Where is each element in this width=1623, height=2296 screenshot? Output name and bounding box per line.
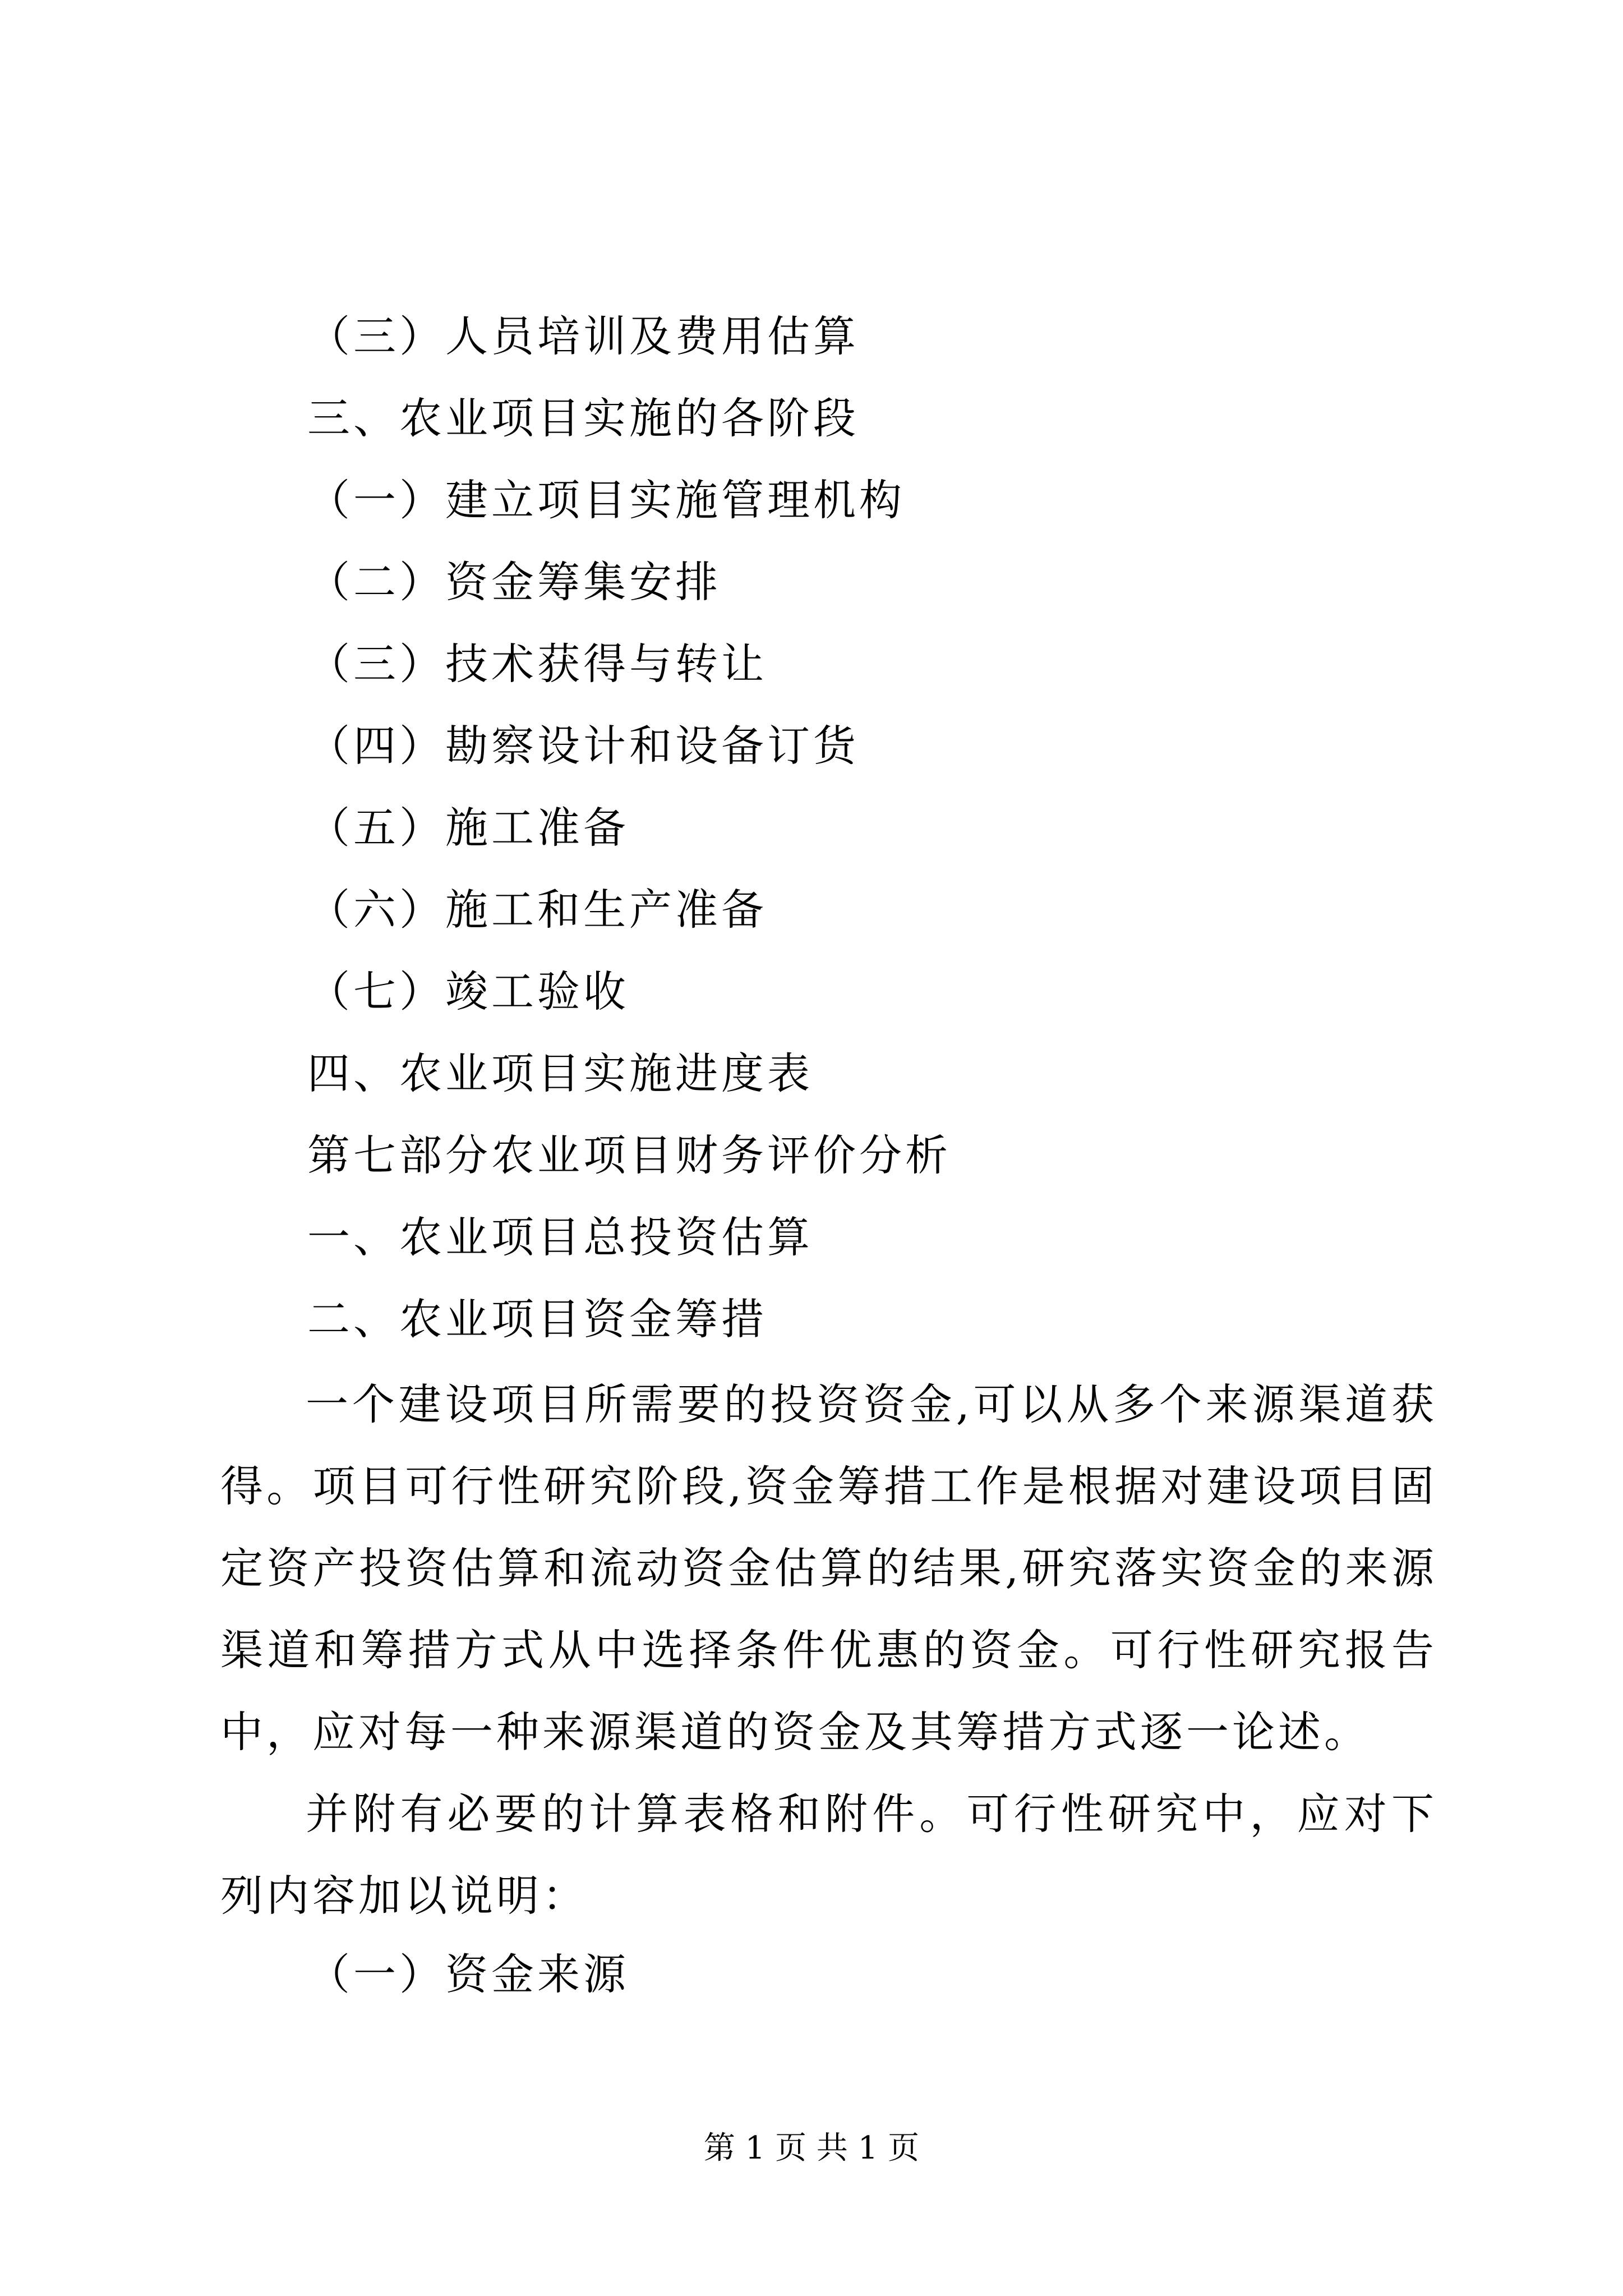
outline-item: （四）勘察设计和设备订货 (307, 721, 859, 771)
outline-item: （一）建立项目实施管理机构 (307, 475, 905, 525)
body-paragraph: 一个建设项目所需要的投资资金,可以从多个来源渠道获得。项目可行性研究阶段,资金筹措工作是根据对建设项目固定资产投资估算和流动资金估算的结果,研究落实资金的来源渠道和筹措方式从中选择条件优惠的资金。可行性研究报告中，应对每一种来源渠道的资金及其筹措方式逐一论述。 (220, 1379, 1437, 1757)
outline-heading: 一、农业项目总投资估算 (307, 1212, 813, 1262)
outline-heading: 四、农业项目实施进度表 (307, 1048, 813, 1098)
part-heading: 第七部分农业项目财务评价分析 (307, 1130, 951, 1180)
outline-item: （五）施工准备 (307, 803, 629, 853)
outline-item: （三）技术获得与转让 (307, 639, 767, 689)
page-footer: 第 1 页 共 1 页 (703, 2130, 920, 2166)
outline-item: （二）资金筹集安排 (307, 557, 721, 607)
outline-item: （六）施工和生产准备 (307, 885, 767, 935)
outline-item: （一）资金来源 (307, 1949, 629, 1999)
outline-heading: 二、农业项目资金筹措 (307, 1294, 767, 1344)
outline-item: （七）竣工验收 (307, 967, 629, 1016)
outline-heading: 三、农业项目实施的各阶段 (307, 393, 859, 443)
outline-item: （三）人员培训及费用估算 (307, 311, 859, 361)
body-paragraph: 并附有必要的计算表格和附件。可行性研究中，应对下列内容加以说明： (220, 1789, 1437, 1921)
